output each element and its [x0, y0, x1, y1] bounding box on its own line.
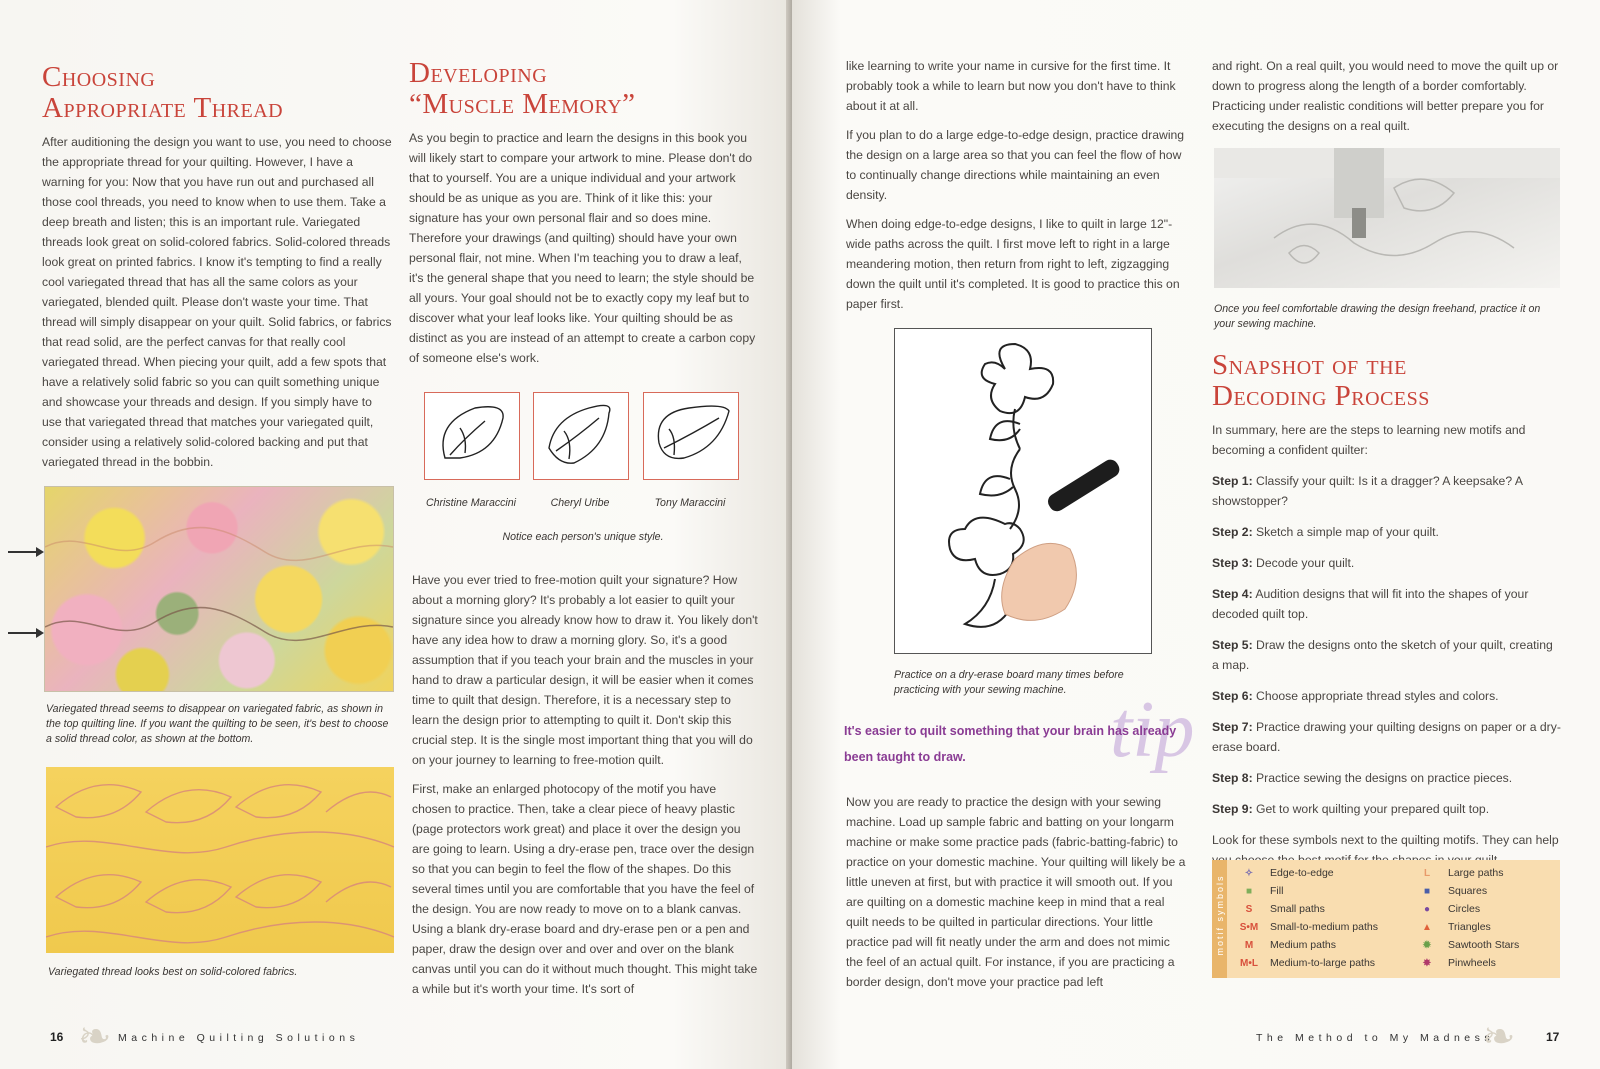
step-item	[1212, 799, 1562, 819]
step-text: Draw the designs onto the sketch of your quilt, creating a map.	[1212, 638, 1553, 672]
step-item	[1212, 471, 1562, 511]
caption-variegated: Variegated thread seems to disappear on variegated fabric, as shown in the top quilting line. If you want the quilting to be seen, it's best to choose a solid thread color, as shown at the bottom.	[46, 703, 389, 745]
column-choosing-thread	[42, 62, 394, 481]
step-label: Step 8:	[1212, 771, 1253, 785]
body-paragraph: When doing edge-to-edge designs, I like to quilt in large 12"-wide paths across the quilt. I first move left to right in a large meandering motion, then return from right to left, zigzagging down the quilt until it's completed. It is good to practice this on paper first.	[846, 217, 1180, 311]
column-practice-cont	[846, 792, 1190, 1001]
motif-symbol-icon: ■	[1423, 886, 1431, 897]
arrow-bottom-line	[8, 632, 42, 634]
motif-symbol-row	[1234, 936, 1336, 954]
motif-symbol-label: Circles	[1448, 903, 1481, 915]
motif-symbol-label: Edge-to-edge	[1270, 867, 1334, 879]
motif-symbol-row	[1412, 918, 1491, 936]
step-item	[1212, 717, 1562, 757]
tip-callout	[844, 718, 1184, 770]
left-page	[0, 0, 792, 1069]
leaf-icon	[425, 393, 519, 479]
body-paragraph: Have you ever tried to free-motion quilt your signature? How about a morning glory? It's probably a lot easier to quilt your signature since you already know how to draw it. You likely don't have any idea how to draw a morning glory. So, it's a good assumption that if you teach your brain and the muscles in your hand to draw a particular design, it will be easier when it comes time to quilt that design. Therefore, it is a necessary step to learn the design prior to attempting to quilt it. Don't skip this crucial step. It is the single most important thing that you will do on your journey to learning to free-motion quilt.	[412, 573, 758, 767]
step-text: Audition designs that will fit into the shapes of your decoded quilt top.	[1212, 587, 1529, 621]
step-text: Decode your quilt.	[1256, 556, 1355, 570]
caption-board: Practice on a dry-erase board many times before practicing with your sewing machine.	[894, 669, 1124, 696]
motif-symbol-row	[1412, 864, 1503, 882]
body-paragraph: If you plan to do a large edge-to-edge design, practice drawing the design on a large area so that you can feel the flow of how to continually change directions while maintaining an even density.	[846, 128, 1185, 202]
heading-line: Snapshot of the	[1212, 349, 1407, 381]
tip-watermark: tip	[1110, 686, 1195, 774]
caption-leaf-style: Notice each person's unique style.	[502, 531, 664, 543]
leaf-drawing-3	[643, 392, 739, 480]
page-number: 17	[1546, 1030, 1560, 1044]
step-text: Classify your quilt: Is it a dragger? A keepsake? A showstopper?	[1212, 474, 1523, 508]
running-footer-title: Machine Quilting Solutions	[118, 1032, 360, 1044]
heading-line: Choosing	[42, 61, 156, 93]
leaf-drawing-2	[533, 392, 629, 480]
motif-symbol-icon: ■	[1245, 886, 1253, 897]
heading-line: “Muscle Memory”	[409, 88, 636, 120]
quilting-lines	[45, 487, 393, 691]
right-page	[792, 0, 1600, 1069]
leaf-icon	[534, 393, 628, 479]
body-paragraph: As you begin to practice and learn the designs in this book you will likely start to compare your artwork to mine. Please don't do that to yourself. You are a unique individual and your artwork should be as unique as you are. Think of it like this: your signature has your own personal flair and so does mine. Therefore your drawings (and quilting) should have your own personal flair, not mine. When I'm teaching you to draw a leaf, it's the general shape that you need to learn; the style should be all yours. Your goal should not be to exactly copy my leaf but to discover what your leaf looks like. Your quilting should be as distinct as you are instead of an attempt to create a carbon copy of someone else's work.	[409, 131, 756, 365]
motif-symbol-label: Squares	[1448, 885, 1488, 897]
column-snapshot-top	[1212, 56, 1560, 145]
motif-symbol-icon: ●	[1423, 904, 1431, 915]
heading-line: Decoding Process	[1212, 380, 1430, 412]
leaf-artist-name: Tony Maraccini	[654, 497, 726, 509]
motif-symbol-label: Triangles	[1448, 921, 1491, 933]
swirl-ornament-icon: ❧	[1482, 1014, 1516, 1060]
column-snapshot	[1212, 350, 1562, 881]
leaf-artist-name: Christine Maraccini	[425, 497, 517, 509]
solid-fabric-photo	[46, 767, 394, 953]
motif-symbol-label: Small paths	[1270, 903, 1325, 915]
step-label: Step 4:	[1212, 587, 1253, 601]
motif-symbol-label: Large paths	[1448, 867, 1504, 879]
motif-symbol-row	[1234, 882, 1283, 900]
motif-symbol-label: Medium paths	[1270, 939, 1336, 951]
body-paragraph: and right. On a real quilt, you would need to move the quilt up or down to progress along the length of a border comfortably. Practicing under realistic conditions will better prepare you for executing the designs on a real quilt.	[1212, 59, 1559, 133]
step-text: Get to work quilting your prepared quilt top.	[1256, 802, 1490, 816]
body-paragraph: After auditioning the design you want to use, you need to choose the appropriate thread for your quilting. However, I have a warning for you: Now that you have run out and purchased all those cool threads, you need to know when to use them. Take a deep breath and listen; this is an important rule. Variegated threads look great on solid-colored fabrics. Solid-colored threads look great on printed fabrics. I know it's tempting to find a really cool variegated thread that has all the same colors as your variegated, blended quilt. Please don't waste your time. That thread will simply disappear on your quilt. Solid fabrics, or fabrics that read solid, are the perfect canvas for that really cool variegated thread. When piecing your quilt, add a few spots that have a relatively solid fabric so you can quilt something unique and showcase your threads and design. If you simply have to use that variegated thread that matches your variegated quilt, consider using a relatively solid-colored backing and put that variegated thread in the bobbin.	[42, 135, 392, 469]
motif-symbol-row	[1412, 900, 1480, 918]
symbols-title: motif symbols	[1215, 874, 1225, 956]
flower-drawing	[895, 329, 1151, 653]
page-number: 16	[50, 1030, 64, 1044]
swirl-ornament-icon: ❧	[78, 1014, 112, 1060]
heading-muscle-memory	[409, 58, 757, 120]
motif-symbol-icon: ✧	[1244, 868, 1254, 879]
step-label: Step 9:	[1212, 802, 1253, 816]
motif-symbol-row	[1234, 864, 1334, 882]
marker-brand-label: EXPO	[1042, 512, 1073, 537]
step-label: Step 1:	[1212, 474, 1253, 488]
step-label: Step 2:	[1212, 525, 1253, 539]
leaf-drawing-1	[424, 392, 520, 480]
body-paragraph: In summary, here are the steps to learning new motifs and becoming a confident quilter:	[1212, 423, 1526, 457]
step-text: Choose appropriate thread styles and colors.	[1256, 689, 1499, 703]
motif-symbol-label: Fill	[1270, 885, 1284, 897]
step-label: Step 5:	[1212, 638, 1253, 652]
sewing-machine-photo	[1214, 148, 1560, 288]
motif-symbol-row	[1412, 936, 1519, 954]
motif-symbol-icon: L	[1423, 868, 1431, 879]
body-paragraph: Now you are ready to practice the design with your sewing machine. Load up sample fabric and batting on your longarm machine or make some practice pads (fabric-batting-fabric) to practice on your domestic machine. Your quilting will likely be a little uneven at first, but with practice it will smooth out. If you are quilting on a domestic machine keep in mind that a real quilt needs to be quilted in particular directions. Your little practice pad will fit neatly under the arm and does not mimic the feel of an actual quilt. For instance, if you are practicing a border design, don't move your practice pad left	[846, 795, 1186, 989]
dry-erase-board-photo	[894, 328, 1152, 654]
leaf-quilting-pattern	[46, 767, 394, 953]
caption-solid: Variegated thread looks best on solid-colored fabrics.	[48, 966, 298, 978]
column-practice	[846, 56, 1186, 323]
heading-choosing-thread	[42, 62, 394, 124]
step-item	[1212, 553, 1562, 573]
motif-symbols-legend	[1212, 860, 1560, 978]
motif-symbol-row	[1234, 918, 1378, 936]
arrow-top-line	[8, 551, 42, 553]
symbols-sidebar	[1212, 860, 1227, 978]
motif-symbol-icon: S	[1245, 904, 1253, 915]
body-paragraph: Look for these symbols next to the quilting motifs. They can help	[1212, 833, 1559, 847]
motif-symbol-icon: ✸	[1422, 958, 1432, 969]
motif-symbol-icon: M•L	[1240, 958, 1258, 969]
column-muscle-memory-cont	[412, 570, 758, 1008]
motif-symbol-label: Pinwheels	[1448, 957, 1496, 969]
motif-symbol-icon: ✹	[1422, 940, 1432, 951]
tip-text: It's easier to quilt something that your brain has already been taught to draw.	[844, 724, 1177, 764]
motif-symbol-icon: ▲	[1422, 922, 1432, 933]
motif-symbol-label: Sawtooth Stars	[1448, 939, 1520, 951]
motif-symbol-label: Medium-to-large paths	[1270, 957, 1376, 969]
step-item	[1212, 635, 1562, 675]
step-item	[1212, 768, 1562, 788]
step-text: Sketch a simple map of your quilt.	[1256, 525, 1439, 539]
leaf-icon	[644, 393, 738, 479]
heading-line: Appropriate Thread	[42, 92, 284, 124]
step-item	[1212, 686, 1562, 706]
step-text: Practice sewing the designs on practice pieces.	[1256, 771, 1513, 785]
caption-machine: Once you feel comfortable drawing the design freehand, practice it on your sewing machine.	[1214, 303, 1541, 330]
running-footer-title: The Method to My Madness	[1256, 1032, 1495, 1044]
motif-symbol-row	[1412, 954, 1496, 972]
machine-illustration	[1214, 148, 1560, 288]
leaf-artist-name: Cheryl Uribe	[550, 497, 610, 509]
step-label: Step 6:	[1212, 689, 1253, 703]
motif-symbol-row	[1234, 900, 1325, 918]
step-item	[1212, 584, 1562, 624]
heading-snapshot	[1212, 350, 1562, 412]
heading-line: Developing	[409, 57, 548, 89]
step-text: Practice drawing your quilting designs on paper or a dry-erase board.	[1212, 720, 1561, 754]
motif-symbol-icon: M	[1244, 940, 1254, 951]
motif-symbol-label: Small-to-medium paths	[1270, 921, 1378, 933]
motif-symbol-icon: S•M	[1239, 922, 1259, 933]
step-item	[1212, 522, 1562, 542]
step-label: Step 3:	[1212, 556, 1253, 570]
variegated-fabric-photo	[44, 486, 394, 692]
step-label: Step 7:	[1212, 720, 1253, 734]
body-paragraph: like learning to write your name in cursive for the first time. It probably took a while to learn but now you don't have to think about it at all.	[846, 59, 1176, 113]
motif-symbol-row	[1412, 882, 1487, 900]
motif-symbol-row	[1234, 954, 1375, 972]
column-muscle-memory	[409, 58, 757, 377]
body-paragraph: First, make an enlarged photocopy of the motif you have chosen to practice. Then, take a clear piece of heavy plastic (page protectors work great) and place it over the design you are going to learn. Using a dry-erase pen, trace over the design so that you can begin to feel the flow of the shapes. Do this several times until you are comfortable that you have the feel of the design. You are now ready to move on to a blank canvas. Using a blank dry-erase board and dry-erase pen or a pen and paper, draw the design over and over and over on the blank canvas until you can do it without much thought. This might take a while but it's worth your time. It's sort of	[412, 782, 758, 996]
